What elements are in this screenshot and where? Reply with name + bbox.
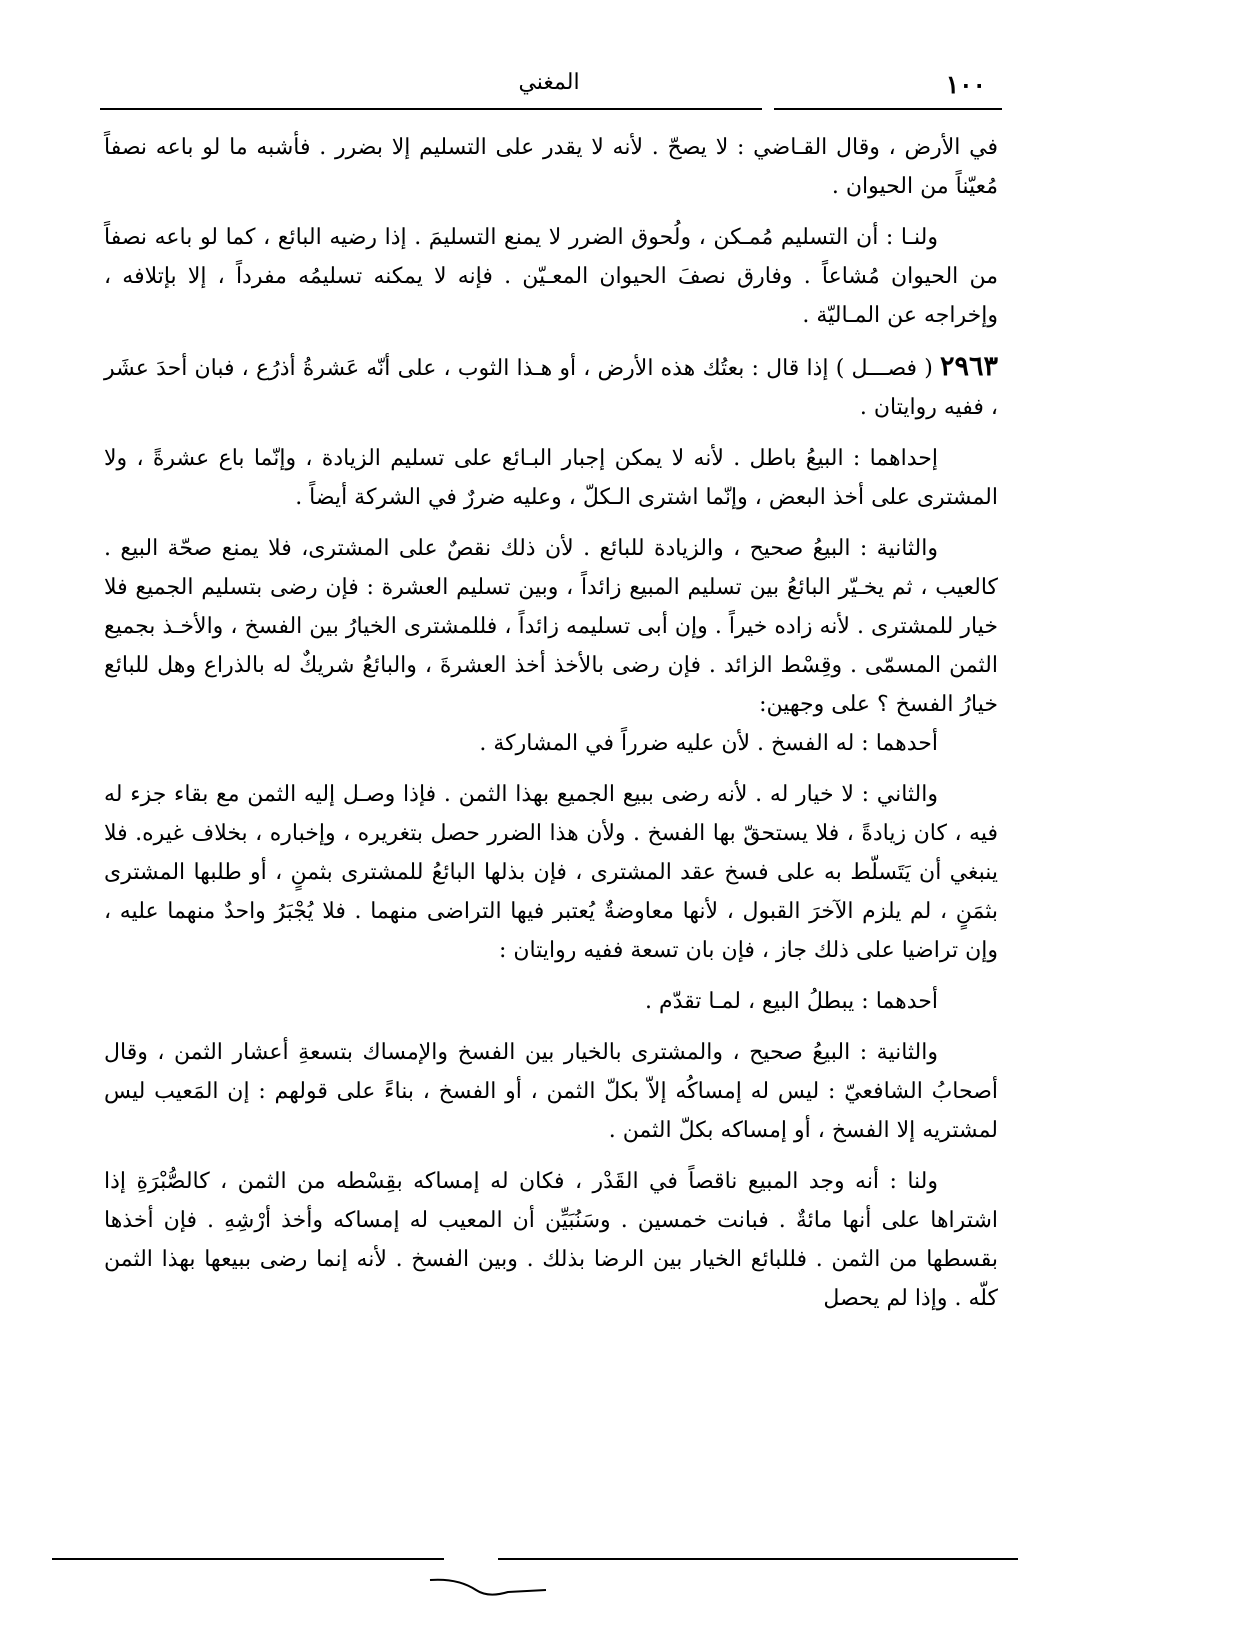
footer-rule-right — [498, 1558, 1018, 1560]
paragraph: أحدهما : له الفسخ . لأن عليه ضرراً في المشاركة . — [479, 731, 938, 756]
paragraph: في الأرض ، وقال القـاضي : لا يصحّ . لأنه لا يقدر على التسليم إلا بضرر . فأشبه ما لو باعه نصفاً مُعيّناً من الحيوان . — [104, 135, 998, 199]
paragraph: والثاني : لا خيار له . لأنه رضى ببيع الجميع بهذا الثمن . فإذا وصـل إليه الثمن مع بقاء جزء له فيه ، كان زيادةً ، فلا يستحقّ بها الفسخ . ولأن هذا الضرر حصل بتغريره ، وإخباره ، بخلاف غيره. فلا ينبغي أن يَتَسلّط به على فسخ عقد المشترى ، فإن بذلها البائعُ للمشترى بثمنٍ ، أو طلبها المشترى بثمَنٍ ، لم يلزم الآخرَ القبول ، لأنها معاوضةٌ يُعتبر فيها التراضى منهما . فلا يُجْبَرُ واحدٌ منهما عليه ، وإن تراضيا على ذلك جاز ، فإن بان تسعة ففيه روايتان : — [104, 782, 998, 963]
running-title: المغني — [518, 70, 580, 95]
paragraph: ولنـا : أن التسليم مُمـكن ، ولُحوق الضرر لا يمنع التسليمَ . إذا رضيه البائع ، كما لو باعه نصفاً من الحيوان مُشاعاً . وفارق نصفَ الحيوان المعـيّن . فإنه لا يمكنه تسليمُه مفرداً ، إلا بإتلافه ، وإخراجه عن المـاليّة . — [104, 225, 998, 328]
page-number: ١٠٠ — [945, 70, 986, 99]
paragraph: أحدهما : يبطلُ البيع ، لمـا تقدّم . — [644, 989, 938, 1014]
paragraph: ولنا : أنه وجد المبيع ناقصاً في القَدْر ، فكان له إمساكه بقِسْطه من الثمن ، كالصُّبْرَةِ إذا اشتراها على أنها مائةٌ . فبانت خمسين . وسَنُبَيِّن أن المعيب له إمساكه وأخذ أرْشِهِ . فإن أخذها بقسطها من الثمن . فللبائع الخيار بين الرضا بذلك . وبين الفسخ . لأنه إنما رضى ببيعها بهذا الثمن كلّه . وإذا لم يحصل — [104, 1169, 998, 1311]
header-rule-left — [100, 108, 762, 110]
footer-ornament-icon — [428, 1572, 548, 1602]
paragraph: والثانية : البيعُ صحيح ، والمشترى بالخيار بين الفسخ والإمساك بتسعةِ أعشار الثمن ، وقال أصحابُ الشافعيّ : ليس له إمساكُه إلاّ بكلّ الثمن ، أو الفسخ ، بناءً على قولهم : إن المَعيب ليس لمشتريه إلا الفسخ ، أو إمساكه بكلّ الثمن . — [104, 1040, 998, 1143]
section-text: ( فصـــل ) إذا قال : بعتُك هذه الأرض ، أو هـذا الثوب ، على أنّه عَشرةُ أذرُع ، فبان أحدَ عشَر ، ففيه روايتان . — [104, 356, 998, 420]
header-rule-right — [774, 108, 1002, 110]
footer-rule-left — [52, 1558, 444, 1560]
paragraph: إحداهما : البيعُ باطل . لأنه لا يمكن إجبار البـائع على تسليم الزيادة ، وإنّما باع عشرةً ، ولا المشترى على أخذ البعض ، وإنّما اشترى الـكلّ ، وعليه ضررٌ في الشركة أيضاً . — [104, 446, 998, 510]
section-number: ٢٩٦٣ — [939, 351, 998, 382]
paragraph: والثانية : البيعُ صحيح ، والزيادة للبائع . لأن ذلك نقصٌ على المشترى، فلا يمنع صحّة البيع . كالعيب ، ثم يخـيّر البائعُ بين تسليم المبيع زائداً ، وبين تسليم العشرة : فإن رضى بتسليم الجميع فلا خيار للمشترى . لأنه زاده خيراً . وإن أبى تسليمه زائداً ، فللمشترى الخيارُ بين الفسخ ، والأخـذ بجميع الثمن المسمّى . وقِسْط الزائد . فإن رضى بالأخذ أخذ العشرةَ ، والبائعُ شريكٌ له بالذراع وهل للبائع خيارُ الفسخ ؟ على وجهين: — [104, 536, 998, 717]
body-text — [104, 128, 998, 1330]
page-header — [100, 62, 998, 114]
section-paragraph — [104, 347, 998, 427]
